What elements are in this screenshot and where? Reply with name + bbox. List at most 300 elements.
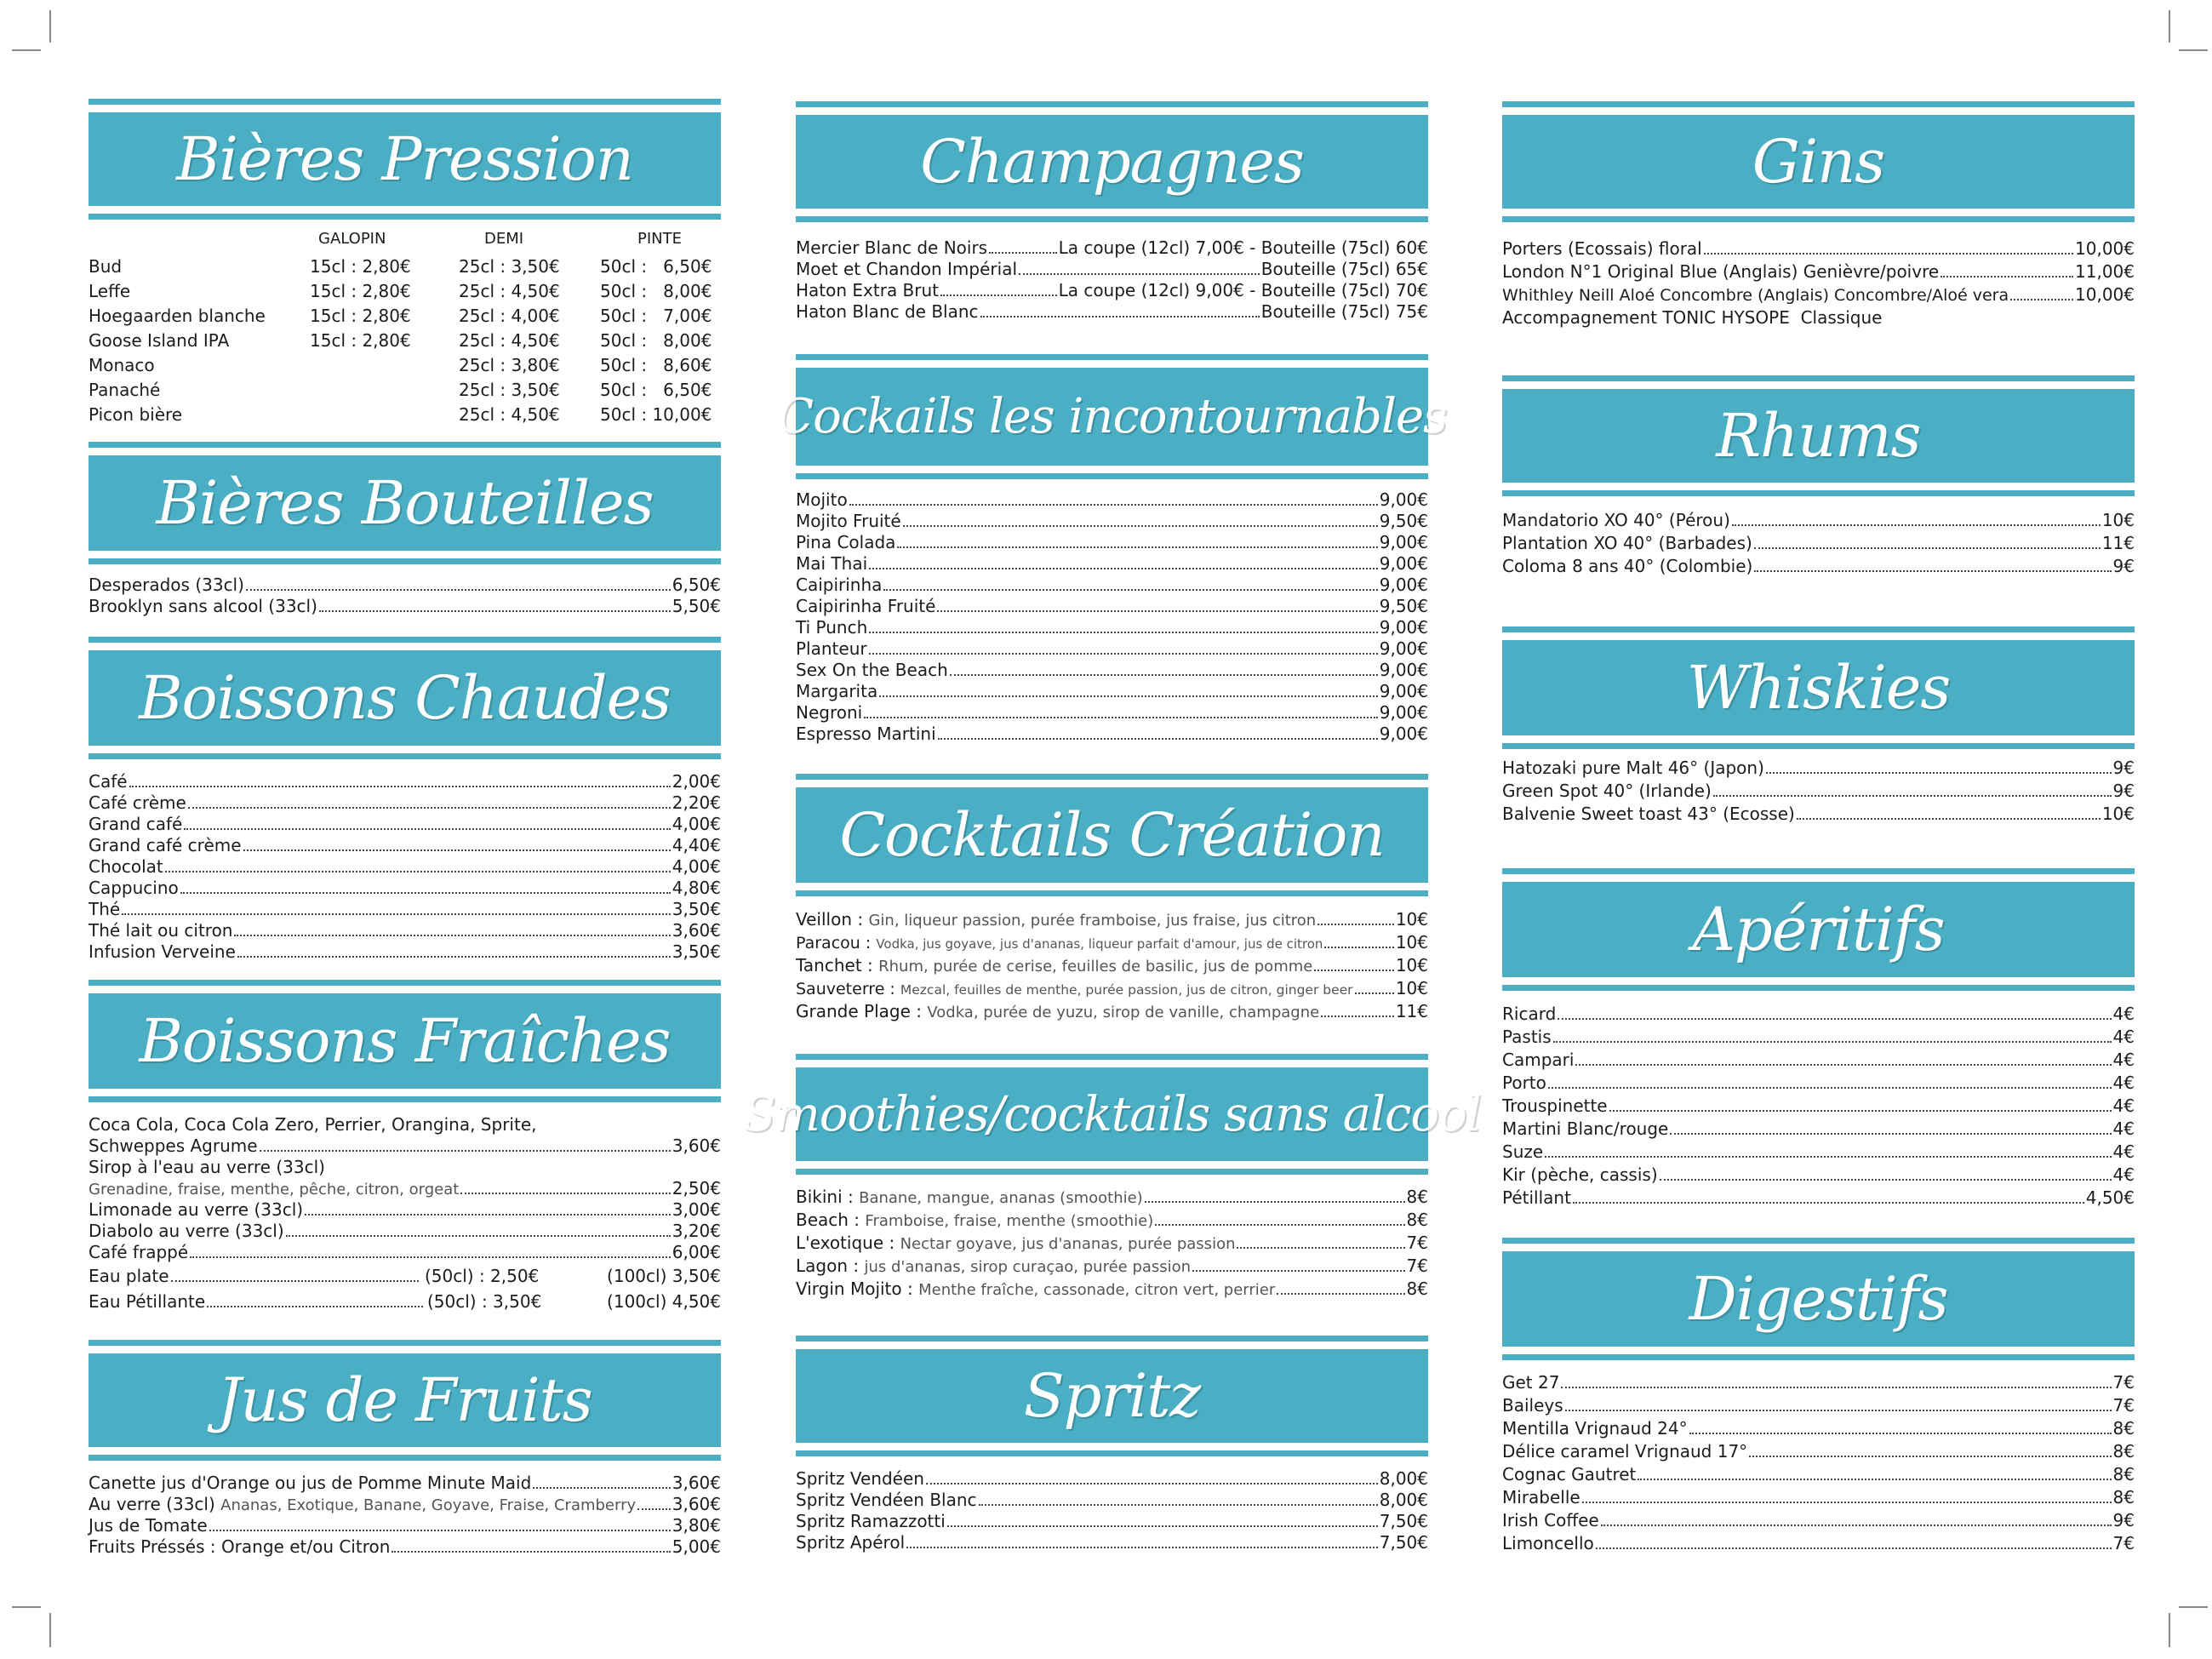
- item-price: 10€: [2101, 510, 2135, 530]
- menu-item: [1502, 261, 2135, 284]
- section-title: Spritz: [1023, 1361, 1201, 1431]
- menu-item: [1502, 1073, 2135, 1096]
- menu-item: [89, 878, 721, 899]
- section-title: Cockails les incontournables: [777, 389, 1447, 444]
- item-name: Trouspinette: [1502, 1096, 1608, 1116]
- section-champagnes: [796, 115, 1428, 322]
- menu-item-line: Coca Cola, Coca Cola Zero, Perrier, Orangina, Sprite,: [89, 1114, 537, 1135]
- menu-list: [89, 1473, 721, 1558]
- item-price: 3,60€: [672, 1494, 721, 1514]
- menu-list: [796, 237, 1428, 323]
- item-price: 7,50€: [1379, 1532, 1428, 1553]
- item-price: 9,00€: [1379, 617, 1428, 638]
- beer-demi: 25cl : 4,50€: [459, 281, 560, 301]
- section-cocktails-incontournables: [777, 368, 1447, 744]
- section-banner: [89, 650, 721, 746]
- menu-item: [89, 1536, 721, 1558]
- item-detail: Vodka, jus goyave, jus d'ananas, liqueur parfait d'amour, jus de citron: [876, 936, 1323, 952]
- item-name: L'exotique :: [796, 1233, 895, 1253]
- item-name: Pina Colada: [796, 532, 896, 552]
- section-spritz: [796, 1349, 1428, 1553]
- item-price: 9,00€: [1379, 575, 1428, 595]
- item-price: La coupe (12cl) 7,00€ - Bouteille (75cl) 60€: [1058, 237, 1428, 258]
- menu-item: [89, 771, 721, 792]
- item-price: 9€: [2112, 1510, 2135, 1530]
- item-name: Green Spot 40° (Irlande): [1502, 781, 1712, 801]
- menu-item: [1502, 1372, 2135, 1395]
- beer-demi: 25cl : 4,00€: [459, 306, 560, 326]
- item-price: Bouteille (75cl) 75€: [1260, 301, 1428, 322]
- item-price: 2,50€: [672, 1178, 721, 1198]
- item-price: 5,00€: [672, 1536, 721, 1557]
- menu-item: [1502, 1027, 2135, 1050]
- section-title: Gins: [1752, 127, 1885, 197]
- item-name: Paracou :: [796, 934, 872, 952]
- menu-item-line: Sirop à l'eau au verre (33cl): [89, 1157, 325, 1177]
- section-title: Bières Pression: [176, 124, 633, 194]
- item-name: Mirabelle: [1502, 1487, 1580, 1507]
- menu-item: [796, 1468, 1428, 1490]
- item-price: 8€: [1406, 1187, 1428, 1207]
- item-name: Mojito: [796, 489, 848, 510]
- item-name: Suze: [1502, 1141, 1544, 1162]
- menu-item: [796, 978, 1428, 1001]
- menu-list: [1502, 1372, 2135, 1556]
- menu-item: [796, 1511, 1428, 1532]
- section-banner: [1502, 1251, 2135, 1347]
- section-banner: [796, 115, 1428, 209]
- item-name: Porters (Ecossais) floral: [1502, 238, 1702, 259]
- menu-item: [796, 596, 1428, 617]
- item-price: 7€: [1406, 1233, 1428, 1253]
- item-name: Margarita: [796, 681, 878, 701]
- item-detail: Ananas, Exotique, Banane, Goyave, Fraise, Cramberry: [220, 1496, 637, 1514]
- section-banner: [796, 1349, 1428, 1443]
- section-banner: [1502, 389, 2135, 483]
- menu-item: [796, 660, 1428, 681]
- item-detail: Gin, liqueur passion, purée framboise, jus fraise, jus citron: [868, 912, 1317, 930]
- menu-list: [1502, 238, 2135, 330]
- menu-item: [1502, 1510, 2135, 1533]
- menu-item: [1502, 1164, 2135, 1187]
- menu-item: [796, 909, 1428, 932]
- menu-item: [89, 1136, 721, 1157]
- menu-list: [89, 1114, 721, 1314]
- item-name: Plantation XO 40° (Barbades): [1502, 533, 1752, 553]
- item-name: Espresso Martini: [796, 724, 936, 744]
- menu-item: [1502, 1487, 2135, 1510]
- beer-pinte: 50cl : 6,50€: [600, 256, 712, 277]
- menu-list: [89, 575, 721, 617]
- crop-mark: [2179, 49, 2208, 51]
- section-boissons-chaudes: [89, 650, 721, 962]
- section-title: Whiskies: [1686, 653, 1951, 723]
- item-name: Campari: [1502, 1050, 1575, 1070]
- item-price: 10€: [1395, 955, 1428, 975]
- item-name: Whithley Neill Aloé Concombre (Anglais) Concombre/Aloé vera: [1502, 286, 2009, 305]
- beer-demi: 25cl : 3,50€: [459, 256, 560, 277]
- item-name: Haton Blanc de Blanc: [796, 301, 979, 322]
- beer-galopin: 15cl : 2,80€: [310, 281, 411, 301]
- item-price: Bouteille (75cl) 65€: [1260, 259, 1428, 279]
- item-price: 8€: [1406, 1279, 1428, 1299]
- menu-item: [1502, 556, 2135, 579]
- menu-list: [796, 489, 1428, 745]
- item-price: 9€: [2112, 556, 2135, 576]
- item-name: Schweppes Agrume: [89, 1136, 258, 1156]
- item-name: Cappucino: [89, 878, 179, 898]
- menu-item: [89, 1221, 721, 1242]
- menu-item: [796, 575, 1428, 596]
- item-price: 6,50€: [672, 575, 721, 595]
- menu-list: [796, 1468, 1428, 1553]
- beer-name: Picon bière: [89, 404, 183, 425]
- menu-item: [796, 553, 1428, 575]
- item-detail: Banane, mangue, ananas (smoothie): [859, 1189, 1143, 1207]
- item-detail: Menthe fraîche, cassonade, citron vert, perrier: [918, 1281, 1276, 1299]
- item-price: 4,80€: [672, 878, 721, 898]
- menu-item: [89, 835, 721, 856]
- section-bieres-bouteilles: [89, 455, 721, 616]
- menu-item: [796, 511, 1428, 532]
- item-price: 9,00€: [1379, 638, 1428, 659]
- menu-item: [89, 856, 721, 878]
- item-name: Pastis: [1502, 1027, 1552, 1047]
- item-name: Grand café crème: [89, 835, 242, 855]
- item-price: 2,00€: [672, 771, 721, 792]
- item-name: Café crème: [89, 792, 186, 813]
- item-name: Limoncello: [1502, 1533, 1594, 1553]
- section-banner: [796, 787, 1428, 883]
- item-name: Canette jus d'Orange ou jus de Pomme Minute Maid: [89, 1473, 532, 1493]
- item-price: 8€: [1406, 1210, 1428, 1230]
- menu-item: [796, 681, 1428, 702]
- menu-list: [1502, 1004, 2135, 1210]
- menu-item: [1502, 804, 2135, 827]
- section-banner: [89, 1353, 721, 1447]
- item-price: 9,00€: [1379, 489, 1428, 510]
- item-name: Infusion Verveine: [89, 941, 236, 962]
- beer-demi: 25cl : 4,50€: [459, 330, 560, 351]
- item-price: 10€: [1395, 978, 1428, 998]
- menu-item: [796, 932, 1428, 955]
- item-name: Mai Thai: [796, 553, 868, 574]
- item-price: 4,50€: [2085, 1187, 2135, 1208]
- item-name: Porto: [1502, 1073, 1546, 1093]
- item-name: Tanchet :: [796, 955, 873, 975]
- item-name: Diabolo au verre (33cl): [89, 1221, 284, 1241]
- item-price: 7,50€: [1379, 1511, 1428, 1531]
- section-bieres-pression: [89, 112, 721, 425]
- item-price: 11,00€: [2075, 261, 2135, 282]
- item-price: 4€: [2112, 1141, 2135, 1162]
- menu-item: [796, 1210, 1428, 1233]
- item-name: Spritz Ramazzotti: [796, 1511, 946, 1531]
- menu-item: [1502, 533, 2135, 556]
- item-price: 3,60€: [672, 1136, 721, 1156]
- item-name: Ricard: [1502, 1004, 1557, 1024]
- item-name: Martini Blanc/rouge: [1502, 1118, 1669, 1139]
- item-name: Hatozaki pure Malt 46° (Japon): [1502, 758, 1764, 778]
- menu-item: [796, 532, 1428, 553]
- section-title: Rhums: [1716, 401, 1921, 471]
- item-name: Caipirinha Fruité: [796, 596, 936, 616]
- menu-item: [796, 1233, 1428, 1256]
- menu-item: [796, 702, 1428, 724]
- item-price-large: (100cl) 3,50€: [607, 1266, 721, 1286]
- beer-galopin: 15cl : 2,80€: [310, 256, 411, 277]
- section-jus-de-fruits: [89, 1353, 721, 1557]
- item-name: Sex On the Beach: [796, 660, 948, 680]
- item-name: Baileys: [1502, 1395, 1563, 1416]
- menu-item: [796, 489, 1428, 511]
- menu-item: [89, 575, 721, 596]
- menu-item: [89, 596, 721, 617]
- item-detail: jus d'ananas, sirop curaçao, purée passion: [864, 1258, 1192, 1276]
- item-name: Thé lait ou citron: [89, 920, 233, 941]
- item-price: 7€: [2112, 1395, 2135, 1416]
- beer-pinte: 50cl : 8,60€: [600, 355, 712, 375]
- crop-mark: [2179, 1606, 2208, 1608]
- item-price: 8€: [2112, 1487, 2135, 1507]
- item-price: 8,00€: [1379, 1490, 1428, 1510]
- menu-item-eau-plate: [89, 1263, 721, 1289]
- column-header-demi: DEMI: [484, 230, 524, 248]
- item-detail: Nectar goyave, jus d'ananas, purée passion: [900, 1235, 1236, 1253]
- menu-item: [89, 1242, 721, 1263]
- item-price: 8€: [2112, 1441, 2135, 1462]
- item-detail: Grenadine, fraise, menthe, pêche, citron, orgeat: [89, 1181, 460, 1198]
- item-name: Negroni: [796, 702, 863, 723]
- item-name: Haton Extra Brut: [796, 280, 940, 300]
- menu-item: [796, 1256, 1428, 1279]
- beer-price-table: [89, 230, 721, 426]
- section-banner: [89, 112, 721, 206]
- item-price: 9,50€: [1379, 511, 1428, 531]
- item-name: Grande Plage :: [796, 1001, 922, 1021]
- item-name: Mojito Fruité: [796, 511, 901, 531]
- section-whiskies: [1502, 640, 2135, 824]
- section-banner: [777, 368, 1447, 466]
- beer-name: Hoegaarden blanche: [89, 306, 266, 326]
- menu-item: [89, 1494, 721, 1515]
- beer-demi: 25cl : 3,80€: [459, 355, 560, 375]
- menu-item: [1502, 1050, 2135, 1073]
- item-name: Ti Punch: [796, 617, 868, 638]
- item-price: 10,00€: [2075, 238, 2135, 259]
- item-price: 11€: [2101, 533, 2135, 553]
- beer-pinte: 50cl : 7,00€: [600, 306, 712, 326]
- item-price: 4,40€: [672, 835, 721, 855]
- item-name: Délice caramel Vrignaud 17°: [1502, 1441, 1748, 1462]
- item-name: Lagon :: [796, 1256, 860, 1276]
- item-price: 2,20€: [672, 792, 721, 813]
- item-price: 9,50€: [1379, 596, 1428, 616]
- section-title: Apéritifs: [1692, 895, 1945, 964]
- menu-item: [796, 724, 1428, 745]
- item-price: 3,60€: [672, 920, 721, 941]
- menu-item: [89, 899, 721, 920]
- item-name: Irish Coffee: [1502, 1510, 1599, 1530]
- item-price: 3,50€: [672, 899, 721, 919]
- crop-mark: [49, 1613, 51, 1647]
- beer-galopin: 15cl : 2,80€: [310, 330, 411, 351]
- menu-item: [796, 259, 1428, 280]
- item-name: Bikini :: [796, 1187, 854, 1207]
- item-price: 9,00€: [1379, 702, 1428, 723]
- section-banner: [1502, 640, 2135, 735]
- menu-item: [796, 237, 1428, 259]
- menu-item: [89, 920, 721, 941]
- menu-item: [1502, 1533, 2135, 1556]
- item-price: 4€: [2112, 1050, 2135, 1070]
- item-price-small: (50cl) : 3,50€: [427, 1291, 542, 1312]
- item-price: 4€: [2112, 1164, 2135, 1185]
- section-title: Bières Bouteilles: [156, 468, 654, 538]
- item-detail: Framboise, fraise, menthe (smoothie): [865, 1212, 1154, 1230]
- item-name: Kir (pèche, cassis): [1502, 1164, 1658, 1185]
- item-price-large: (100cl) 4,50€: [607, 1291, 721, 1312]
- item-price: 3,80€: [672, 1515, 721, 1536]
- section-banner: [89, 455, 721, 551]
- item-price: 9,00€: [1379, 553, 1428, 574]
- menu-item: [1502, 1004, 2135, 1027]
- item-price: 7€: [1406, 1256, 1428, 1276]
- menu-item: [1502, 1118, 2135, 1141]
- menu-item: [1502, 758, 2135, 781]
- menu-item: [89, 814, 721, 835]
- menu-item: [796, 1532, 1428, 1553]
- section-title: Jus de Fruits: [217, 1365, 592, 1435]
- menu-item: [1502, 1187, 2135, 1210]
- item-price-small: (50cl) : 2,50€: [425, 1266, 540, 1286]
- item-name: Café: [89, 771, 128, 792]
- item-name: Get 27: [1502, 1372, 1560, 1393]
- beer-pinte: 50cl : 6,50€: [600, 380, 712, 400]
- menu-list: [1502, 758, 2135, 827]
- item-name: Mandatorio XO 40° (Pérou): [1502, 510, 1730, 530]
- item-price: 4,00€: [672, 814, 721, 834]
- beer-pinte: 50cl : 8,00€: [600, 281, 712, 301]
- item-name: Spritz Vendéen Blanc: [796, 1490, 977, 1510]
- item-price: 4,00€: [672, 856, 721, 877]
- item-name: Mercier Blanc de Noirs: [796, 237, 988, 258]
- menu-item: [1502, 238, 2135, 261]
- menu-item: [796, 1490, 1428, 1511]
- item-detail: Mezcal, feuilles de menthe, purée passion, jus de citron, ginger beer: [900, 982, 1353, 998]
- menu-list: [1502, 510, 2135, 579]
- menu-item: [89, 1178, 721, 1199]
- item-name: Spritz Vendéen: [796, 1468, 924, 1489]
- item-name: Virgin Mojito :: [796, 1279, 913, 1299]
- menu-item: [1502, 1418, 2135, 1441]
- column-header-galopin: GALOPIN: [318, 230, 386, 248]
- item-name: Beach :: [796, 1210, 860, 1230]
- item-name: Café frappé: [89, 1242, 189, 1262]
- crop-mark: [2169, 1613, 2170, 1647]
- section-smoothies: [743, 1067, 1481, 1299]
- menu-item: [89, 1473, 721, 1494]
- section-rhums: [1502, 389, 2135, 576]
- item-name: Chocolat: [89, 856, 163, 877]
- menu-item-eau-petillante: [89, 1289, 721, 1314]
- section-title: Champagnes: [920, 127, 1304, 197]
- menu-item: [1502, 1441, 2135, 1464]
- section-aperitifs: [1502, 882, 2135, 1208]
- menu-item: [89, 1515, 721, 1536]
- item-detail: Rhum, purée de cerise, feuilles de basilic, jus de pomme: [878, 958, 1313, 975]
- section-banner: [89, 993, 721, 1089]
- section-gins: [1502, 115, 2135, 328]
- menu-item: [796, 280, 1428, 301]
- column-header-pinte: PINTE: [637, 230, 682, 248]
- menu-item: [796, 955, 1428, 978]
- item-price: 3,00€: [672, 1199, 721, 1220]
- menu-item: [1502, 1395, 2135, 1418]
- item-price: 4€: [2112, 1096, 2135, 1116]
- item-price: 5,50€: [672, 596, 721, 616]
- beer-name: Goose Island IPA: [89, 330, 230, 351]
- menu-list: [796, 1187, 1428, 1301]
- item-price: 8€: [2112, 1464, 2135, 1485]
- beer-demi: 25cl : 3,50€: [459, 380, 560, 400]
- item-price: 4€: [2112, 1004, 2135, 1024]
- item-name: Caipirinha: [796, 575, 883, 595]
- section-digestifs: [1502, 1251, 2135, 1553]
- item-name: Eau Pétillante: [89, 1291, 206, 1312]
- beer-demi: 25cl : 4,50€: [459, 404, 560, 425]
- item-price: 9,00€: [1379, 532, 1428, 552]
- item-detail: Vodka, purée de yuzu, sirop de vanille, champagne: [927, 1004, 1320, 1021]
- beer-pinte: 50cl : 8,00€: [600, 330, 712, 351]
- menu-item: [796, 1187, 1428, 1210]
- item-name: London N°1 Original Blue (Anglais) Genièvre/poivre: [1502, 261, 1940, 282]
- item-name: Jus de Tomate: [89, 1515, 208, 1536]
- item-price: 3,50€: [672, 941, 721, 962]
- section-cocktails-creation: [796, 787, 1428, 1021]
- menu-item: [796, 638, 1428, 660]
- item-name: Au verre (33cl): [89, 1494, 215, 1514]
- item-price: La coupe (12cl) 9,00€ - Bouteille (75cl) 70€: [1058, 280, 1428, 300]
- item-name: Cognac Gautret: [1502, 1464, 1637, 1485]
- beer-name: Monaco: [89, 355, 155, 375]
- item-price: 9€: [2112, 758, 2135, 778]
- item-price: 9,00€: [1379, 681, 1428, 701]
- item-price: 7€: [2112, 1533, 2135, 1553]
- item-name: Balvenie Sweet toast 43° (Ecosse): [1502, 804, 1795, 824]
- item-price: 11€: [1395, 1001, 1428, 1021]
- menu-item: [1502, 284, 2135, 307]
- item-name: Moet et Chandon Impérial: [796, 259, 1018, 279]
- crop-mark: [2169, 10, 2170, 43]
- menu-item: [1502, 781, 2135, 804]
- item-price: 10€: [1395, 909, 1428, 930]
- crop-mark: [12, 49, 41, 51]
- menu-list: [89, 771, 721, 963]
- menu-item: [1502, 1141, 2135, 1164]
- item-price: 3,20€: [672, 1221, 721, 1241]
- menu-item: [796, 301, 1428, 323]
- item-name: Limonade au verre (33cl): [89, 1199, 304, 1220]
- item-name: Pétillant: [1502, 1187, 1571, 1208]
- beer-galopin: 15cl : 2,80€: [310, 306, 411, 326]
- item-price: 3,60€: [672, 1473, 721, 1493]
- section-banner: [1502, 115, 2135, 209]
- item-price: 9,00€: [1379, 724, 1428, 744]
- section-title: Boissons Fraîches: [139, 1006, 671, 1076]
- menu-list: [796, 909, 1428, 1024]
- section-title: Cocktails Création: [839, 800, 1385, 870]
